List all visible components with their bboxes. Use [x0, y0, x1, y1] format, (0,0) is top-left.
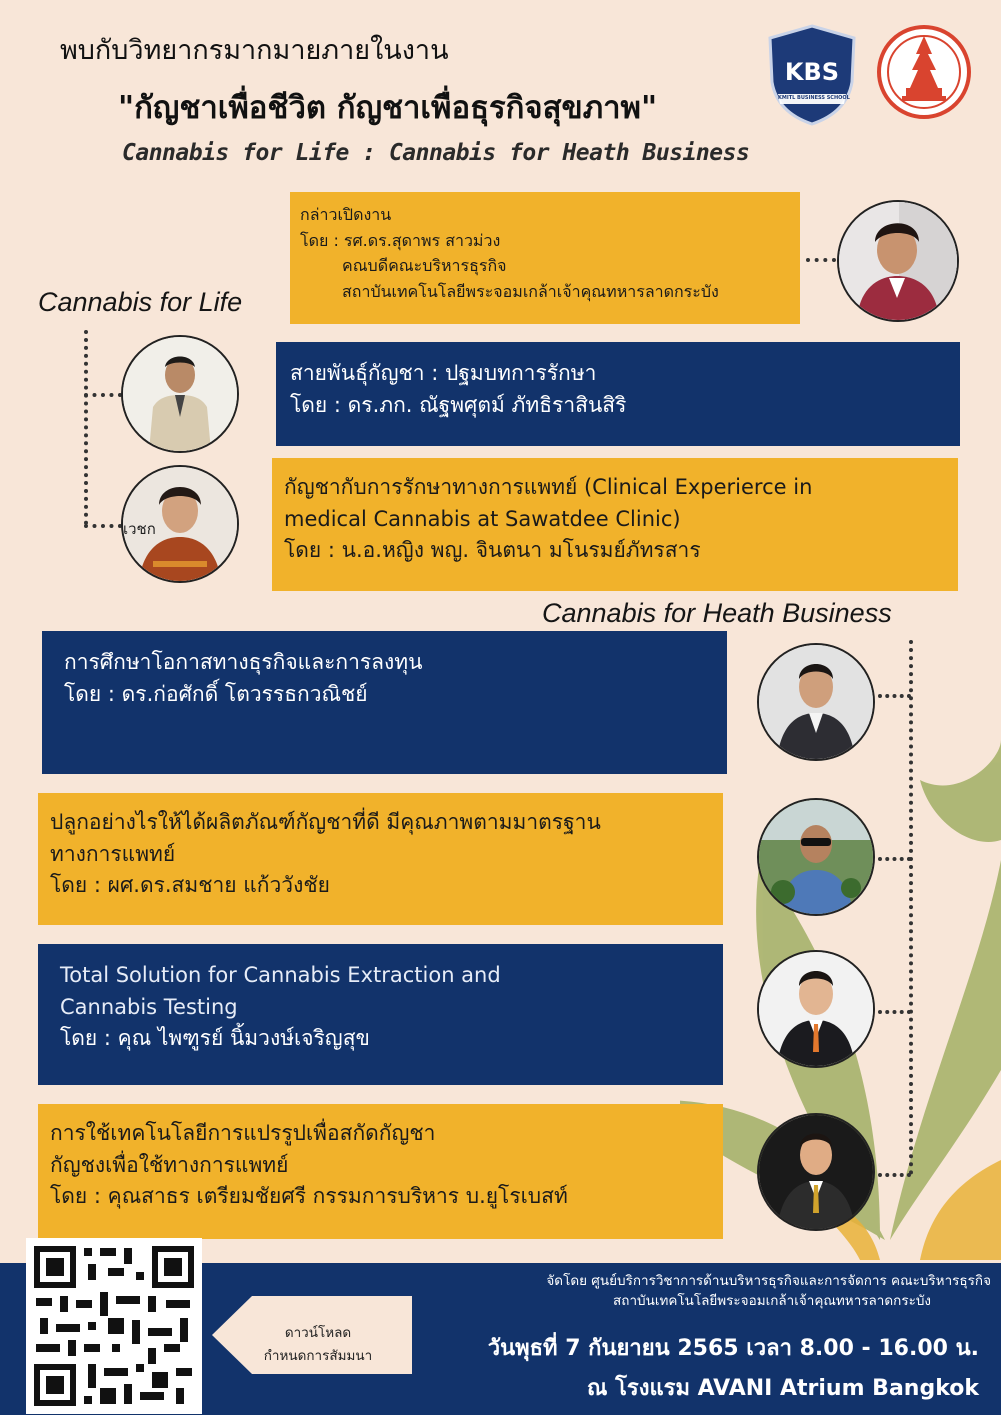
opening-speech-box — [290, 192, 800, 324]
opening-speaker-org: สถาบันเทคโนโลยีพระจอมเกล้าเจ้าคุณทหารลาดกระบัง — [342, 281, 719, 301]
photo-caption: เวชก — [123, 520, 156, 538]
section-title-life: Cannabis for Life — [38, 287, 243, 317]
talk-title-6-cont: กัญชงเพื่อใช้ทางการแพทย์ — [50, 1152, 289, 1177]
talk-title-5: Total Solution for Cannabis Extraction and — [60, 963, 501, 987]
opening-label: กล่าวเปิดงาน — [300, 205, 392, 224]
opening-speaker: โดย : รศ.ดร.สุดาพร สาวม่วง — [300, 230, 501, 250]
kbs-logo-subtext: KMITL BUSINESS SCHOOL — [778, 95, 850, 101]
qr-code-icon — [26, 1238, 202, 1414]
connector — [84, 330, 88, 525]
event-title-thai: "กัญชาเพื่อชีวิต กัญชาเพื่อธุรกิจสุขภาพ" — [118, 90, 658, 126]
event-title-english: Cannabis for Life : Cannabis for Heath Business — [122, 140, 750, 166]
kmitl-seal-icon — [876, 22, 972, 122]
speaker-photo-4 — [757, 798, 875, 916]
connector — [878, 694, 911, 698]
talk-speaker-3: โดย : ดร.ก่อศักดิ์ โตวรรธกวณิชย์ — [64, 681, 368, 706]
kbs-logo-text: KBS — [784, 58, 840, 86]
talk-title-4: ปลูกอย่างไรให้ได้ผลิตภัณฑ์กัญชาที่ดี มีคุณภาพตามมาตรฐาน — [50, 810, 601, 834]
talk-speaker-6: โดย : คุณสาธร เตรียมชัยศรี กรรมการบริหาร บ.ยูโรเบสท์ — [50, 1184, 568, 1208]
download-schedule-link[interactable] — [243, 1322, 393, 1368]
talk-box-1 — [276, 342, 960, 446]
connector — [806, 258, 836, 262]
speaker-photo-3 — [757, 643, 875, 761]
talk-box-3 — [42, 631, 727, 774]
talk-box-5 — [38, 944, 723, 1085]
speaker-photo-2 — [121, 465, 239, 583]
talk-title-5-cont: Cannabis Testing — [60, 994, 238, 1019]
talk-speaker-1: โดย : ดร.ภก. ณัฐพศุตม์ ภัทธิราสินสิริ — [290, 392, 627, 417]
opening-speaker-photo — [837, 200, 959, 322]
organizer-line-1: จัดโดย ศูนย์บริการวิชาการด้านบริหารธุรกิจและการจัดการ คณะบริหารธุรกิจ — [546, 1273, 991, 1289]
kbs-logo — [764, 22, 860, 126]
talk-box-4 — [38, 793, 723, 925]
talk-title-1: สายพันธุ์กัญชา : ปฐมบทการรักษา — [290, 361, 597, 385]
talk-title-6: การใช้เทคโนโลยีการแปรรูปเพื่อสกัดกัญชา — [50, 1121, 436, 1145]
opening-speaker-role: คณบดีคณะบริหารธุรกิจ — [342, 256, 507, 276]
section-title-business: Cannabis for Heath Business — [542, 598, 892, 628]
speaker-photo-5 — [757, 950, 875, 1068]
talk-title-2-cont: medical Cannabis at Sawatdee Clinic) — [284, 506, 681, 531]
connector — [878, 857, 911, 861]
connector — [878, 1173, 911, 1177]
download-label: ดาวน์โหลด — [284, 1325, 352, 1341]
organizer-text — [546, 1271, 991, 1312]
speaker-photo-1 — [121, 335, 239, 453]
organizer-line-2: สถาบันเทคโนโลยีพระจอมเกล้าเจ้าคุณทหารลาดกระบัง — [613, 1293, 931, 1310]
connector — [84, 524, 122, 528]
connector — [878, 1010, 911, 1014]
talk-speaker-5: โดย : คุณ ไพฑูรย์ นิ้มวงษ์เจริญสุข — [60, 1026, 370, 1050]
talk-title-3: การศึกษาโอกาสทางธุรกิจและการลงทุน — [64, 650, 423, 674]
talk-title-4-cont: ทางการแพทย์ — [50, 841, 176, 866]
speaker-photo-6 — [757, 1113, 875, 1231]
download-schedule-label: กำหนดการสัมมนา — [263, 1347, 373, 1364]
talk-title-2: กัญชากับการรักษาทางการแพทย์ (Clinical Experierce in — [284, 475, 813, 499]
event-venue: ณ โรงแรม AVANI Atrium Bangkok — [587, 1376, 979, 1401]
talk-box-2 — [272, 458, 958, 591]
talk-speaker-2: โดย : น.อ.หญิง พญ. จินตนา มโนรมย์ภัทรสาร — [284, 538, 701, 562]
talk-speaker-4: โดย : ผศ.ดร.สมชาย แก้ววังชัย — [50, 873, 330, 897]
event-date: วันพุธที่ 7 กันยายน 2565 เวลา 8.00 - 16.00 น. — [487, 1336, 979, 1361]
connector — [909, 640, 913, 1175]
headline-intro: พบกับวิทยากรมากมายภายในงาน — [60, 35, 449, 66]
connector — [84, 393, 122, 397]
talk-box-6 — [38, 1104, 723, 1239]
qr-code[interactable] — [26, 1238, 202, 1414]
